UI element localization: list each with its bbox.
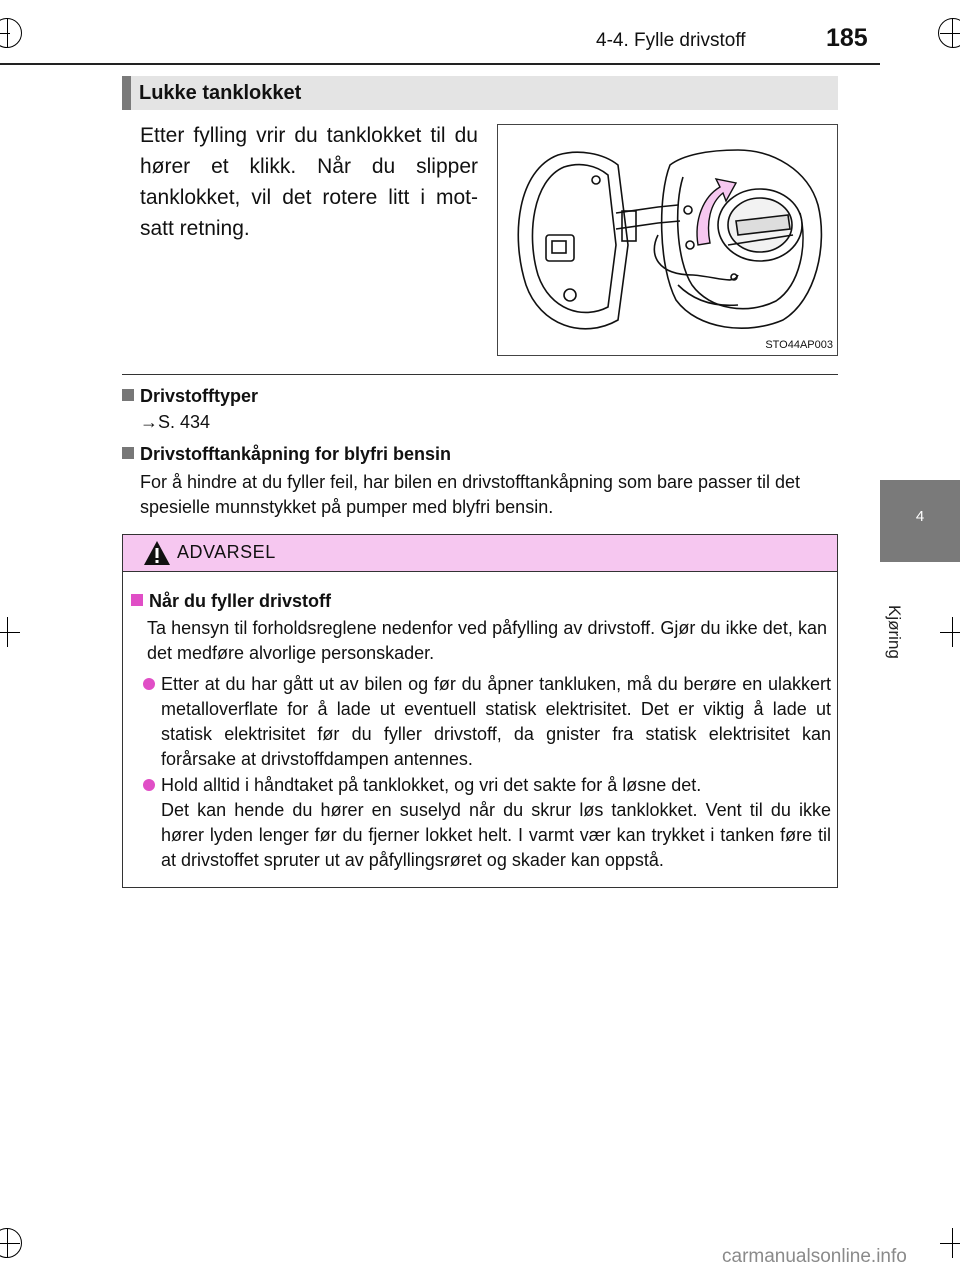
intro-paragraph: Etter fylling vrir du tanklokket til du hører et klikk. Når du slipper tanklokket, vil det rotere litt i mot-satt retning. bbox=[140, 124, 478, 240]
warning-bullet bbox=[143, 672, 831, 772]
bullet-dot-icon bbox=[143, 678, 155, 690]
warning-bullet bbox=[143, 773, 831, 873]
warning-box bbox=[122, 534, 838, 888]
crop-mark bbox=[0, 632, 20, 633]
chapter-number: 4 bbox=[915, 508, 925, 525]
note-heading-fuel-types bbox=[122, 386, 258, 407]
warning-triangle-icon bbox=[143, 540, 171, 566]
crop-mark bbox=[0, 1228, 22, 1258]
crop-mark bbox=[940, 632, 960, 633]
warning-bullet-text: Etter at du har gått ut av bilen og før du åpner tankluken, må du berøre en ulakkert metalloverflate for å lade ut eventuell statisk elektrisitet. Det er viktig å lade ut statisk elektrisitet før du fyller drivstoff, da gnister fra statisk elektrisitet kan forårsake at drivstoffdampen antennes. bbox=[161, 674, 831, 769]
fuel-cap-illustration bbox=[497, 124, 838, 356]
page-reference: →S. 434 bbox=[140, 412, 211, 432]
section-header-bar bbox=[122, 76, 131, 110]
square-bullet-icon bbox=[122, 389, 134, 401]
crop-mark bbox=[952, 617, 953, 647]
square-bullet-icon bbox=[131, 594, 143, 606]
note-heading-text: Drivstofftyper bbox=[140, 386, 259, 406]
warning-label: ADVARSEL bbox=[177, 542, 276, 562]
crop-mark bbox=[7, 617, 8, 647]
section-divider bbox=[122, 374, 838, 375]
note-heading-text: Drivstofftankåpning for blyfri bensin bbox=[140, 444, 452, 464]
square-bullet-icon bbox=[122, 447, 134, 459]
warning-intro: Ta hensyn til forholdsreglene nedenfor ved påfylling av drivstoff. Gjør du ikke det, kan det medføre alvorlige personskader. bbox=[147, 618, 827, 663]
section-header bbox=[122, 76, 838, 110]
running-header-section: 4-4. Fylle drivstoff bbox=[596, 30, 746, 51]
warning-bullet-text: Hold alltid i håndtaket på tanklokket, og vri det sakte for å løsne det. bbox=[161, 775, 702, 795]
section-title: Lukke tanklokket bbox=[139, 82, 302, 104]
header-rule bbox=[0, 63, 880, 65]
warning-subheading-text: Når du fyller drivstoff bbox=[149, 591, 332, 611]
crop-mark bbox=[0, 18, 22, 48]
bullet-dot-icon bbox=[143, 779, 155, 791]
warning-header bbox=[123, 535, 837, 572]
page-number: 185 bbox=[826, 24, 868, 52]
warning-subheading bbox=[131, 591, 331, 612]
crop-mark bbox=[938, 18, 960, 48]
watermark: carmanualsonline.info bbox=[722, 1246, 907, 1267]
crop-mark bbox=[952, 1228, 953, 1258]
note-heading-unleaded-opening bbox=[122, 444, 451, 465]
crop-mark bbox=[940, 1243, 960, 1244]
warning-bullet-continuation: Det kan hende du hører en suselyd når du skrur løs tanklokket. Vent til du ikke hører lyden lenger før du fjerner lokket helt. I varmt vær kan trykket i tanken føre til at drivstoffet spruter ut av påfyllingsrøret og skader kan oppstå. bbox=[161, 800, 831, 870]
figure-code: STO44AP003 bbox=[765, 339, 833, 351]
chapter-label: Kjøring bbox=[885, 605, 904, 659]
fuel-cap-drawing bbox=[498, 125, 837, 355]
note-body-text: For å hindre at du fyller feil, har bilen en drivstofftankåpning som bare passer til det spesielle munnstykket på pumper med blyfri bensin. bbox=[140, 472, 801, 517]
